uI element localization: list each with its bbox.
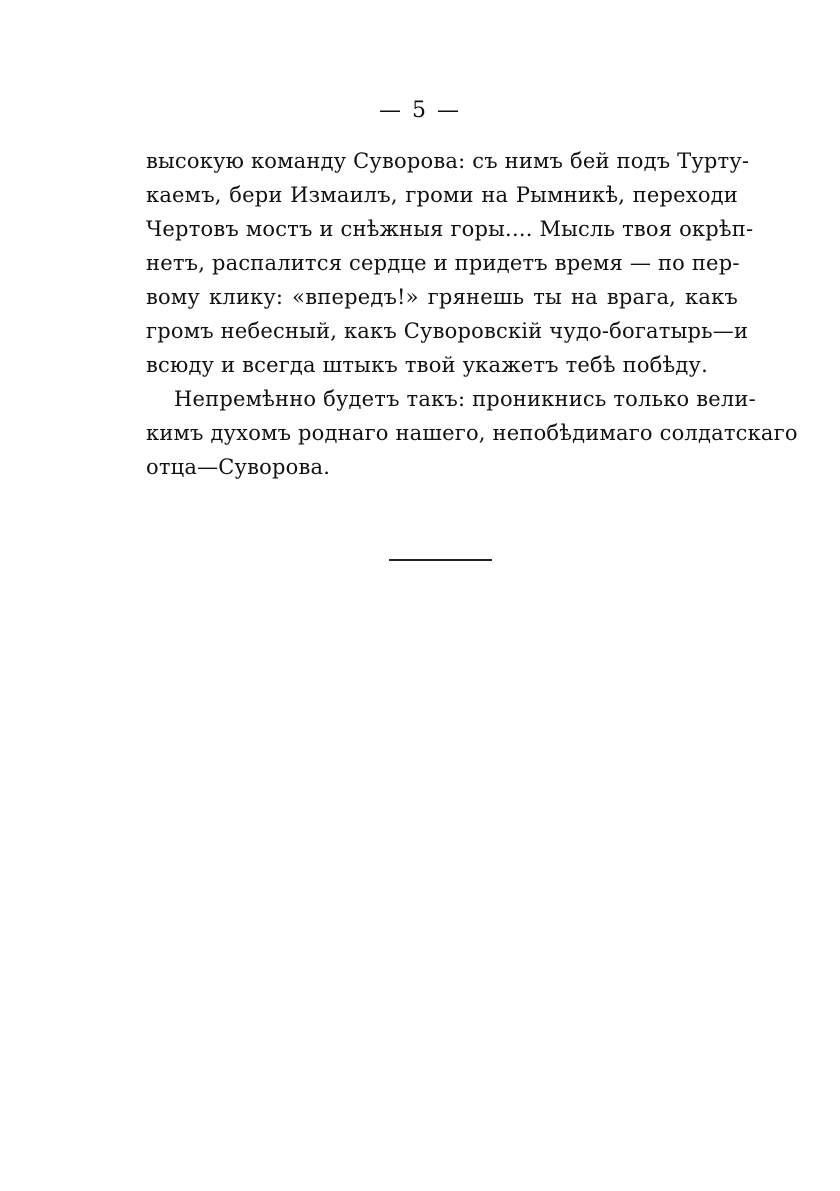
paragraph-2 [146, 382, 798, 484]
text-line: громъ небесный, какъ Суворовскій чудо-богатырь—и [146, 319, 749, 343]
paragraph-1 [146, 144, 754, 382]
text-line: вому клику: «впередъ!» грянешь ты на врага, какъ [146, 285, 738, 309]
text-line: высокую команду Суворова: съ нимъ бей подъ Турту- [146, 149, 750, 173]
text-line: Непремѣнно будетъ такъ: проникнись только вели- [174, 387, 756, 411]
body-text [146, 144, 798, 484]
text-line: Чертовъ мостъ и снѣжныя горы.... Мысль твоя окрѣп- [146, 217, 754, 241]
text-line: нетъ, распалится сердце и придетъ время — по пер- [146, 251, 740, 275]
text-line: всюду и всегда штыкъ твой укажетъ тебѣ побѣду. [146, 353, 708, 377]
page-number: — 5 — [379, 98, 461, 123]
text-line: каемъ, бери Измаилъ, громи на Рымникѣ, переходи [146, 183, 738, 207]
text-line: кимъ духомъ роднаго нашего, непобѣдимаго солдатскаго [146, 421, 798, 445]
text-line: отца—Суворова. [146, 455, 331, 479]
end-rule-divider [389, 559, 492, 561]
